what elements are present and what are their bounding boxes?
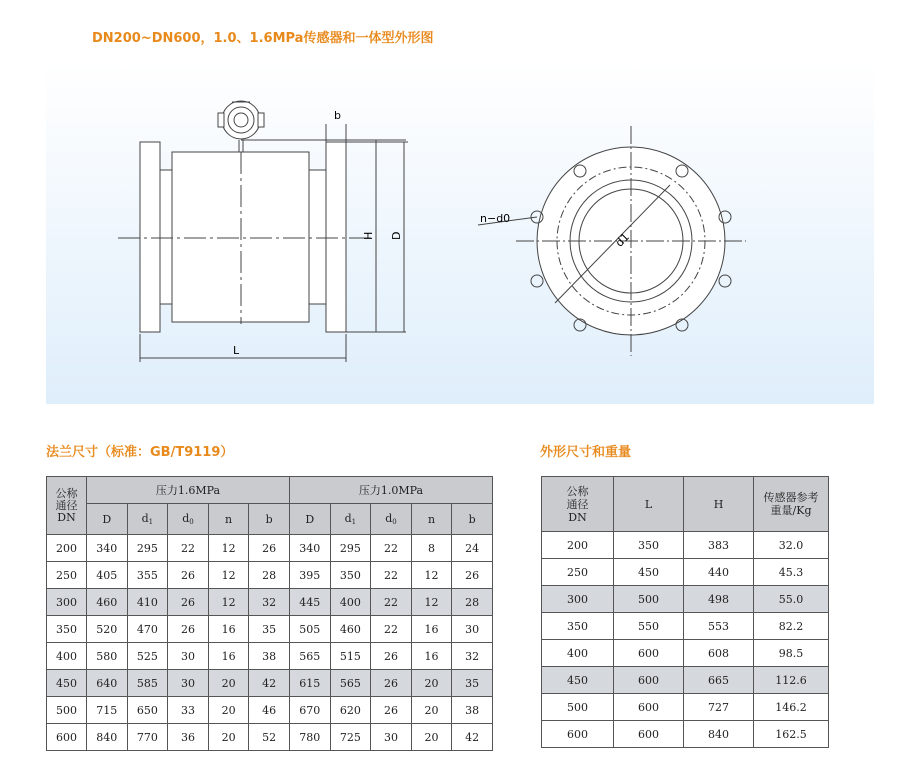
table-cell: 35	[452, 670, 493, 697]
table-row	[542, 559, 829, 586]
label-b: b	[334, 109, 341, 122]
table-cell: 24	[452, 535, 493, 562]
table-cell: 640	[87, 670, 128, 697]
table-cell: 600	[614, 640, 684, 667]
table-cell: 498	[684, 586, 754, 613]
group-header-1-0mpa: 压力1.0MPa	[289, 477, 492, 504]
table-row	[47, 562, 493, 589]
table-cell: 55.0	[754, 586, 829, 613]
table-row	[542, 694, 829, 721]
table-cell: 30	[452, 616, 493, 643]
table-cell: 400	[542, 640, 614, 667]
table-row	[47, 643, 493, 670]
table-cell: 162.5	[754, 721, 829, 748]
table-cell: 670	[289, 697, 330, 724]
table-cell: 146.2	[754, 694, 829, 721]
table-cell: 12	[411, 562, 452, 589]
table-cell: 515	[330, 643, 371, 670]
label-D: D	[390, 231, 403, 240]
table-cell: 26	[249, 535, 290, 562]
dn-header: 公称 通径 DN	[542, 477, 614, 532]
table-cell: 650	[127, 697, 168, 724]
table-cell: 565	[330, 670, 371, 697]
col-header-H: H	[684, 477, 754, 532]
col-header-n: n	[208, 504, 249, 535]
table-cell: 350	[330, 562, 371, 589]
table-cell: 450	[542, 667, 614, 694]
table-cell: 8	[411, 535, 452, 562]
table-cell: 16	[411, 643, 452, 670]
table-cell: 20	[411, 697, 452, 724]
table-cell: 32.0	[754, 532, 829, 559]
table-cell: 340	[87, 535, 128, 562]
table-cell: 585	[127, 670, 168, 697]
table-cell: 52	[249, 724, 290, 751]
table-cell: 32	[452, 643, 493, 670]
table-cell: 200	[542, 532, 614, 559]
table-cell: 300	[542, 586, 614, 613]
table-cell: 295	[330, 535, 371, 562]
table-cell: 460	[330, 616, 371, 643]
table-cell: 725	[330, 724, 371, 751]
table-cell: 550	[614, 613, 684, 640]
table-cell: 16	[208, 616, 249, 643]
table-cell: 500	[542, 694, 614, 721]
page-title: DN200~DN600，1.0、1.6MPa传感器和一体型外形图	[92, 31, 434, 46]
table-cell: 440	[684, 559, 754, 586]
table-cell: 615	[289, 670, 330, 697]
label-n-d0: n−d0	[480, 212, 511, 225]
table-cell: 445	[289, 589, 330, 616]
dn-cell: 200	[47, 535, 87, 562]
table-cell: 26	[168, 589, 209, 616]
col-header-D: D	[87, 504, 128, 535]
table-cell: 20	[411, 724, 452, 751]
label-H: H	[362, 231, 375, 240]
col-header-d0: $d_0$	[168, 504, 209, 535]
table-cell: 32	[249, 589, 290, 616]
col-header-L: L	[614, 477, 684, 532]
table-cell: 20	[208, 697, 249, 724]
table-cell: 450	[614, 559, 684, 586]
dn-header: 公称 通径 DN	[47, 477, 87, 535]
table-cell: 600	[614, 667, 684, 694]
table-row	[542, 586, 829, 613]
dn-cell: 500	[47, 697, 87, 724]
table-row	[542, 640, 829, 667]
table-cell: 26	[371, 643, 412, 670]
table-cell: 26	[168, 616, 209, 643]
dn-cell: 400	[47, 643, 87, 670]
table-cell: 340	[289, 535, 330, 562]
table-cell: 580	[87, 643, 128, 670]
table-cell: 727	[684, 694, 754, 721]
table-cell: 355	[127, 562, 168, 589]
table-cell: 16	[208, 643, 249, 670]
table-cell: 565	[289, 643, 330, 670]
table-cell: 600	[614, 721, 684, 748]
table-cell: 16	[411, 616, 452, 643]
table-cell: 20	[411, 670, 452, 697]
table-cell: 505	[289, 616, 330, 643]
table-row	[47, 724, 493, 751]
label-d1: d1	[612, 230, 633, 250]
table-row	[47, 535, 493, 562]
table-cell: 26	[452, 562, 493, 589]
table-row	[542, 532, 829, 559]
table-cell: 38	[249, 643, 290, 670]
dn-cell: 250	[47, 562, 87, 589]
table-cell: 26	[371, 697, 412, 724]
table-cell: 840	[684, 721, 754, 748]
table-cell: 112.6	[754, 667, 829, 694]
table-cell: 665	[684, 667, 754, 694]
table-cell: 350	[542, 613, 614, 640]
table-cell: 600	[542, 721, 614, 748]
table-cell: 250	[542, 559, 614, 586]
table-cell: 33	[168, 697, 209, 724]
table-cell: 28	[452, 589, 493, 616]
table-cell: 400	[330, 589, 371, 616]
table-cell: 22	[371, 535, 412, 562]
col-header-weight: 传感器参考 重量/Kg	[754, 477, 829, 532]
table-cell: 553	[684, 613, 754, 640]
table-cell: 620	[330, 697, 371, 724]
table-cell: 28	[249, 562, 290, 589]
table-row	[47, 670, 493, 697]
dn-cell: 350	[47, 616, 87, 643]
table-cell: 715	[87, 697, 128, 724]
label-L: L	[233, 344, 240, 357]
table-cell: 38	[452, 697, 493, 724]
table-cell: 35	[249, 616, 290, 643]
dn-cell: 300	[47, 589, 87, 616]
table-cell: 82.2	[754, 613, 829, 640]
table-cell: 410	[127, 589, 168, 616]
table-cell: 12	[208, 589, 249, 616]
flowmeter-outline-drawing	[46, 62, 874, 404]
table-cell: 20	[208, 670, 249, 697]
table-cell: 42	[452, 724, 493, 751]
table-cell: 98.5	[754, 640, 829, 667]
dn-cell: 600	[47, 724, 87, 751]
table-row	[542, 613, 829, 640]
table-cell: 383	[684, 532, 754, 559]
table-cell: 22	[371, 616, 412, 643]
table-cell: 45.3	[754, 559, 829, 586]
table-cell: 770	[127, 724, 168, 751]
col-header-d1: $d_1$	[330, 504, 371, 535]
table-cell: 780	[289, 724, 330, 751]
col-header-n: n	[411, 504, 452, 535]
table-row	[542, 667, 829, 694]
table-cell: 46	[249, 697, 290, 724]
table-cell: 22	[371, 562, 412, 589]
table-row	[47, 589, 493, 616]
col-header-D: D	[289, 504, 330, 535]
table-cell: 470	[127, 616, 168, 643]
table-cell: 30	[371, 724, 412, 751]
table-cell: 350	[614, 532, 684, 559]
table-cell: 405	[87, 562, 128, 589]
table-cell: 525	[127, 643, 168, 670]
col-header-b: b	[452, 504, 493, 535]
table-cell: 36	[168, 724, 209, 751]
dimension-section-title: 外形尺寸和重量	[540, 445, 632, 460]
table-cell: 20	[208, 724, 249, 751]
table-cell: 12	[208, 535, 249, 562]
table-cell: 500	[614, 586, 684, 613]
table-row	[47, 697, 493, 724]
table-cell: 608	[684, 640, 754, 667]
table-cell: 12	[411, 589, 452, 616]
table-cell: 42	[249, 670, 290, 697]
table-cell: 12	[208, 562, 249, 589]
table-cell: 520	[87, 616, 128, 643]
group-header-1-6mpa: 压力1.6MPa	[87, 477, 290, 504]
flange-section-title: 法兰尺寸（标准：GB/T9119）	[46, 445, 234, 460]
table-cell: 22	[168, 535, 209, 562]
table-cell: 26	[371, 670, 412, 697]
flange-dimensions-table	[46, 476, 493, 751]
col-header-b: b	[249, 504, 290, 535]
table-cell: 26	[168, 562, 209, 589]
table-cell: 600	[614, 694, 684, 721]
col-header-d1: $d_1$	[127, 504, 168, 535]
dn-cell: 450	[47, 670, 87, 697]
table-cell: 22	[371, 589, 412, 616]
table-row	[542, 721, 829, 748]
col-header-d0: $d_0$	[371, 504, 412, 535]
table-cell: 30	[168, 670, 209, 697]
table-cell: 30	[168, 643, 209, 670]
dimension-weight-table	[541, 476, 829, 748]
table-cell: 295	[127, 535, 168, 562]
table-cell: 840	[87, 724, 128, 751]
table-cell: 395	[289, 562, 330, 589]
table-cell: 460	[87, 589, 128, 616]
table-row	[47, 616, 493, 643]
